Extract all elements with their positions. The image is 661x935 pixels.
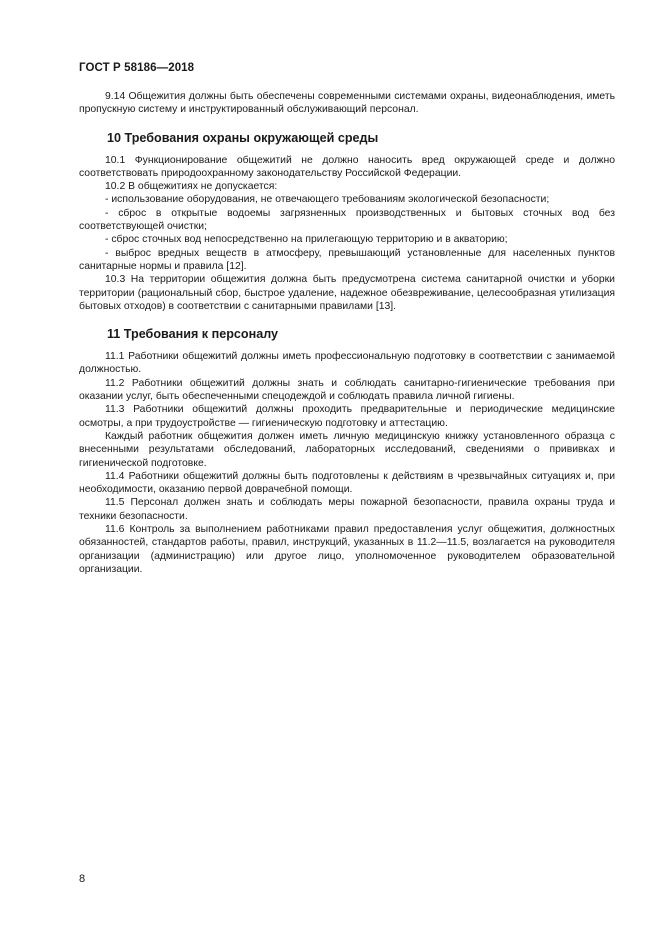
document-code-header: ГОСТ Р 58186—2018 xyxy=(79,62,195,74)
clause-11-3: 11.3 Работники общежитий должны проходить предварительные и периодические медицинские осмотры, а при трудоустройстве — гигиеническую подготовку и аттестацию. xyxy=(79,404,615,429)
section-10-title: 10 Требования охраны окружающей среды xyxy=(107,130,379,145)
page-number: 8 xyxy=(79,873,86,885)
section-11-title: 11 Требования к персоналу xyxy=(107,327,279,342)
clause-11-2: 11.2 Работники общежитий должны знать и соблюдать санитарно-гигиенические требования при оказании услуг, быть обеспеченными спецодеждой и соблюдать правила личной гигиены. xyxy=(79,377,615,403)
clause-11-6: 11.6 Контроль за выполнением работниками правил предоставления услуг общежития, должностных обязанностей, стандартов работы, правил, инструкций, указанных в 11.2—11.5, возлагается на руководителя организации (администрацию) или другое лицо, уполномоченное руководителем образовательной организации. xyxy=(79,524,615,575)
clause-10-1: 10.1 Функционирование общежитий не должно наносить вред окружающей среде и должно соответствовать природоохранному законодательству Российской Федерации. xyxy=(79,154,615,179)
clause-9-14: 9.14 Общежития должны быть обеспечены современными системами охраны, видеонаблюдения, иметь пропускную систему и инструктированный обслуживающий персонал. xyxy=(79,91,615,116)
document-body xyxy=(79,90,615,576)
clause-10-2-item-discharge-water: - сброс в открытые водоемы загрязненных производственных и бытовых сточных вод без соответствующей очистки; xyxy=(79,207,615,233)
clause-10-3: 10.3 На территории общежития должна быть предусмотрена система санитарной очистки и уборки территории (рациональный сбор, быстрое удаление, надежное обезвреживание, целесообразная утилизация бытовых отходов) в соответствии с санитарными правилами [13]. xyxy=(79,274,615,312)
clause-10-2-item-equipment: - использование оборудования, не отвечающего требованиям экологической безопасности; xyxy=(105,194,550,206)
clause-10-2: 10.2 В общежитиях не допускается: xyxy=(105,181,278,193)
clause-11-5: 11.5 Персонал должен знать и соблюдать меры пожарной безопасности, правила охраны труда и техники безопасности. xyxy=(79,497,615,522)
clause-10-2-item-discharge-territory: - сброс сточных вод непосредственно на прилегающую территорию и в акваторию; xyxy=(105,234,508,246)
clause-11-4: 11.4 Работники общежитий должны быть подготовлены к действиям в чрезвычайных ситуациях и, при необходимости, оказанию первой доврачебной помощи. xyxy=(79,470,615,496)
clause-11-3-medical-book: Каждый работник общежития должен иметь личную медицинскую книжку установленного образца с внесенными результатами обследований, лабораторных исследований, сведениями о прививках и гигиенической подготовке. xyxy=(79,430,615,469)
clause-10-2-item-emissions: - выброс вредных веществ в атмосферу, превышающий установленные для населенных пунктов санитарные нормы и правила [12]. xyxy=(79,247,615,272)
clause-11-1: 11.1 Работники общежитий должны иметь профессиональную подготовку в соответствии с занимаемой должностью. xyxy=(79,351,615,376)
